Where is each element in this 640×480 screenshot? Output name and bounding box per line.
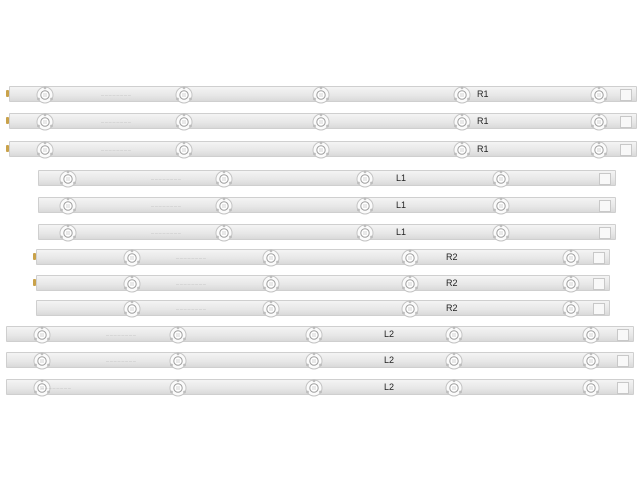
led-lens-icon — [33, 352, 51, 370]
led-strip — [9, 86, 637, 102]
strip-label: L1 — [396, 200, 407, 210]
connector-icon — [617, 355, 629, 367]
strip-label: L2 — [384, 382, 395, 392]
connector-icon — [620, 116, 632, 128]
led-lens-icon — [262, 275, 280, 293]
silkscreen-print: — — — — — — — — — [176, 256, 206, 260]
led-lens-icon — [445, 352, 463, 370]
led-lens-icon — [590, 113, 608, 131]
led-lens-icon — [262, 249, 280, 267]
led-lens-icon — [312, 141, 330, 159]
led-lens-icon — [175, 141, 193, 159]
led-lens-icon — [305, 379, 323, 397]
led-lens-icon — [215, 224, 233, 242]
connector-icon — [617, 329, 629, 341]
led-strip — [9, 141, 637, 157]
strip-label: R2 — [446, 252, 458, 262]
led-lens-icon — [123, 249, 141, 267]
led-strip — [36, 300, 610, 316]
led-lens-icon — [36, 86, 54, 104]
solder-tab-icon — [33, 279, 36, 286]
connector-icon — [599, 227, 611, 239]
led-lens-icon — [262, 300, 280, 318]
strip-label: R2 — [446, 303, 458, 313]
led-strip — [38, 170, 616, 186]
strip-label: L2 — [384, 355, 395, 365]
led-lens-icon — [582, 326, 600, 344]
led-lens-icon — [169, 326, 187, 344]
led-lens-icon — [312, 113, 330, 131]
led-lens-icon — [492, 170, 510, 188]
silkscreen-print: — — — — — — — — — [101, 93, 131, 97]
silkscreen-print: — — — — — — — — — [41, 386, 71, 390]
led-lens-icon — [305, 326, 323, 344]
led-lens-icon — [590, 86, 608, 104]
connector-icon — [620, 144, 632, 156]
led-lens-icon — [169, 352, 187, 370]
led-lens-icon — [175, 86, 193, 104]
led-lens-icon — [215, 170, 233, 188]
led-lens-icon — [33, 326, 51, 344]
led-strip — [9, 113, 637, 129]
led-lens-icon — [305, 352, 323, 370]
led-lens-icon — [492, 197, 510, 215]
silkscreen-print: — — — — — — — — — [151, 177, 181, 181]
connector-icon — [599, 200, 611, 212]
silkscreen-print: — — — — — — — — — [151, 231, 181, 235]
led-strip — [38, 224, 616, 240]
strip-label: R1 — [477, 144, 489, 154]
solder-tab-icon — [6, 90, 9, 97]
connector-icon — [593, 303, 605, 315]
silkscreen-print: — — — — — — — — — [151, 204, 181, 208]
led-lens-icon — [401, 249, 419, 267]
led-strip — [36, 275, 610, 291]
led-lens-icon — [562, 300, 580, 318]
silkscreen-print: — — — — — — — — — [176, 282, 206, 286]
led-lens-icon — [401, 275, 419, 293]
connector-icon — [593, 252, 605, 264]
led-lens-icon — [453, 141, 471, 159]
led-lens-icon — [215, 197, 233, 215]
led-strip — [6, 326, 634, 342]
led-lens-icon — [401, 300, 419, 318]
led-lens-icon — [590, 141, 608, 159]
led-strip — [6, 379, 634, 395]
strip-label: R1 — [477, 116, 489, 126]
led-lens-icon — [453, 86, 471, 104]
led-lens-icon — [445, 326, 463, 344]
strip-label: R1 — [477, 89, 489, 99]
led-lens-icon — [59, 224, 77, 242]
led-strip — [36, 249, 610, 265]
led-lens-icon — [492, 224, 510, 242]
led-lens-icon — [582, 379, 600, 397]
silkscreen-print: — — — — — — — — — [106, 359, 136, 363]
connector-icon — [593, 278, 605, 290]
silkscreen-print: — — — — — — — — — [101, 120, 131, 124]
led-lens-icon — [582, 352, 600, 370]
led-lens-icon — [356, 197, 374, 215]
strip-label: R2 — [446, 278, 458, 288]
solder-tab-icon — [6, 145, 9, 152]
connector-icon — [599, 173, 611, 185]
strip-label: L2 — [384, 329, 395, 339]
led-lens-icon — [356, 224, 374, 242]
silkscreen-print: — — — — — — — — — [101, 148, 131, 152]
strip-label: L1 — [396, 173, 407, 183]
led-lens-icon — [169, 379, 187, 397]
led-lens-icon — [445, 379, 463, 397]
led-lens-icon — [562, 249, 580, 267]
led-lens-icon — [312, 86, 330, 104]
led-lens-icon — [59, 197, 77, 215]
connector-icon — [620, 89, 632, 101]
solder-tab-icon — [33, 253, 36, 260]
led-lens-icon — [562, 275, 580, 293]
led-lens-icon — [36, 141, 54, 159]
led-strip — [6, 352, 634, 368]
led-lens-icon — [36, 113, 54, 131]
led-lens-icon — [175, 113, 193, 131]
led-lens-icon — [453, 113, 471, 131]
silkscreen-print: — — — — — — — — — [106, 333, 136, 337]
strip-label: L1 — [396, 227, 407, 237]
led-strip — [38, 197, 616, 213]
led-lens-icon — [123, 275, 141, 293]
connector-icon — [617, 382, 629, 394]
led-lens-icon — [123, 300, 141, 318]
solder-tab-icon — [6, 117, 9, 124]
led-lens-icon — [356, 170, 374, 188]
led-lens-icon — [59, 170, 77, 188]
silkscreen-print: — — — — — — — — — [176, 307, 206, 311]
